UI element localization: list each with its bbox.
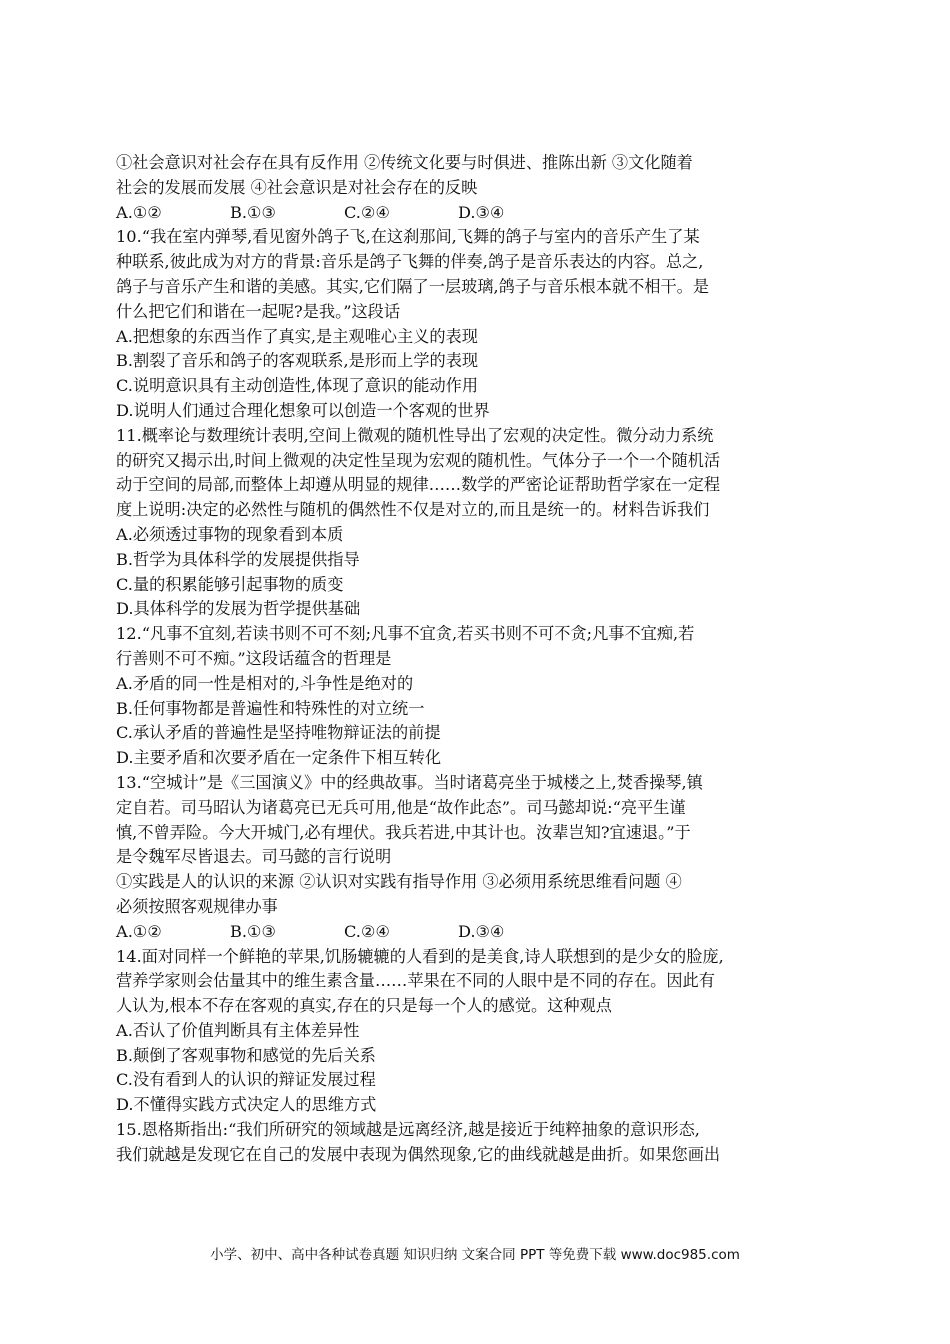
- question-stem-line: 12.“凡事不宜刻,若读书则不可不刻;凡事不宜贪,若买书则不可不贪;凡事不宜痴,若: [116, 624, 695, 644]
- option-d: D.说明人们通过合理化想象可以创造一个客观的世界: [116, 400, 490, 420]
- question-stem-line: 什么把它们和谐在一起呢?是我。”这段话: [116, 301, 401, 321]
- option-a: A.①②: [116, 921, 162, 941]
- question-stem-line: 行善则不可不痴。”这段话蕴含的哲理是: [116, 648, 392, 668]
- question-12: [116, 622, 840, 771]
- option-a: A.必须透过事物的现象看到本质: [116, 524, 344, 544]
- statement-line: 必须按照客观规律办事: [116, 896, 278, 916]
- question-stem-line: 种联系,彼此成为对方的背景:音乐是鸽子飞舞的伴奏,鸽子是音乐表达的内容。总之,: [116, 252, 704, 272]
- option-c: C.②④: [344, 921, 390, 941]
- option-a: A.矛盾的同一性是相对的,斗争性是绝对的: [116, 673, 414, 693]
- question-stem-line: 慎,不曾弄险。今大开城门,必有埋伏。我兵若进,中其计也。汝辈岂知?宜速退。”于: [116, 822, 691, 842]
- question-14: [116, 945, 840, 1119]
- option-a: A.①②: [116, 202, 162, 222]
- statement-line: 社会的发展而发展 ④社会意识是对社会存在的反映: [116, 177, 478, 197]
- option-d: D.主要矛盾和次要矛盾在一定条件下相互转化: [116, 748, 442, 768]
- option-c: C.说明意识具有主动创造性,体现了意识的能动作用: [116, 376, 479, 396]
- option-c: C.没有看到人的认识的辩证发展过程: [116, 1070, 376, 1090]
- option-b: B.哲学为具体科学的发展提供指导: [116, 549, 360, 569]
- question-10: [116, 225, 840, 423]
- question-stem-line: 营养学家则会估量其中的维生素含量……苹果在不同的人眼中是不同的存在。因此有: [116, 971, 715, 991]
- option-b: B.任何事物都是普遍性和特殊性的对立统一: [116, 698, 425, 718]
- options-row: [116, 920, 840, 945]
- option-b: B.颠倒了客观事物和感觉的先后关系: [116, 1045, 376, 1065]
- option-b: B.①③: [230, 202, 277, 222]
- options-row: [116, 201, 840, 226]
- question-stem-line: 我们就越是发现它在自己的发展中表现为偶然现象,它的曲线就越是曲折。如果您画出: [116, 1144, 721, 1164]
- option-b: B.①③: [230, 921, 277, 941]
- option-a: A.把想象的东西当作了真实,是主观唯心主义的表现: [116, 326, 478, 346]
- question-stem-line: 13.“空城计”是《三国演义》中的经典故事。当时诸葛亮坐于城楼之上,焚香操琴,镇: [116, 772, 703, 792]
- question-stem-line: 10.“我在室内弹琴,看见窗外鸽子飞,在这刹那间,飞舞的鸽子与室内的音乐产生了某: [116, 227, 700, 247]
- question-15: [116, 1118, 840, 1168]
- page-footer: 小学、初中、高中各种试卷真题 知识归纳 文案合同 PPT 等免费下载 www.doc985.com: [210, 1247, 740, 1263]
- question-stem-line: 15.恩格斯指出:“我们所研究的领域越是远离经济,越是接近于纯粹抽象的意识形态,: [116, 1120, 700, 1140]
- option-c: C.量的积累能够引起事物的质变: [116, 574, 344, 594]
- question-stem-line: 人认为,根本不存在客观的真实,存在的只是每一个人的感觉。这种观点: [116, 996, 612, 1016]
- option-c: C.②④: [344, 202, 390, 222]
- exam-page-content: [116, 151, 840, 1168]
- question-stem-line: 11.概率论与数理统计表明,空间上微观的随机性导出了宏观的决定性。微分动力系统: [116, 425, 714, 445]
- statement-line: ①社会意识对社会存在具有反作用 ②传统文化要与时俱进、推陈出新 ③文化随着: [116, 153, 693, 172]
- question-stem-line: 的研究又揭示出,时间上微观的决定性呈现为宏观的随机性。气体分子一个一个随机活: [116, 450, 721, 470]
- option-d: D.不懂得实践方式决定人的思维方式: [116, 1095, 377, 1115]
- question-stem-line: 度上说明:决定的必然性与随机的偶然性不仅是对立的,而且是统一的。材料告诉我们: [116, 500, 710, 520]
- statement-line: ①实践是人的认识的来源 ②认识对实践有指导作用 ③必须用系统思维看问题 ④: [116, 872, 682, 892]
- option-d: D.③④: [458, 202, 505, 222]
- option-d: D.③④: [458, 921, 505, 941]
- question-9: [116, 151, 840, 225]
- option-c: C.承认矛盾的普遍性是坚持唯物辩证法的前提: [116, 723, 441, 743]
- question-stem-line: 动于空间的局部,而整体上却遵从明显的规律……数学的严密论证帮助哲学家在一定程: [116, 475, 721, 495]
- option-d: D.具体科学的发展为哲学提供基础: [116, 599, 361, 619]
- question-stem-line: 14.面对同样一个鲜艳的苹果,饥肠辘辘的人看到的是美食,诗人联想到的是少女的脸庞,: [116, 946, 724, 966]
- question-stem-line: 是令魏军尽皆退去。司马懿的言行说明: [116, 847, 392, 867]
- question-stem-line: 鸽子与音乐产生和谐的美感。其实,它们隔了一层玻璃,鸽子与音乐根本就不相干。是: [116, 276, 710, 296]
- option-a: A.否认了价值判断具有主体差异性: [116, 1020, 360, 1040]
- option-b: B.割裂了音乐和鸽子的客观联系,是形而上学的表现: [116, 351, 479, 371]
- question-stem-line: 定自若。司马昭认为诸葛亮已无兵可用,他是“故作此态”。司马懿却说:“亮平生谨: [116, 797, 686, 817]
- question-13: [116, 771, 840, 945]
- question-11: [116, 424, 840, 622]
